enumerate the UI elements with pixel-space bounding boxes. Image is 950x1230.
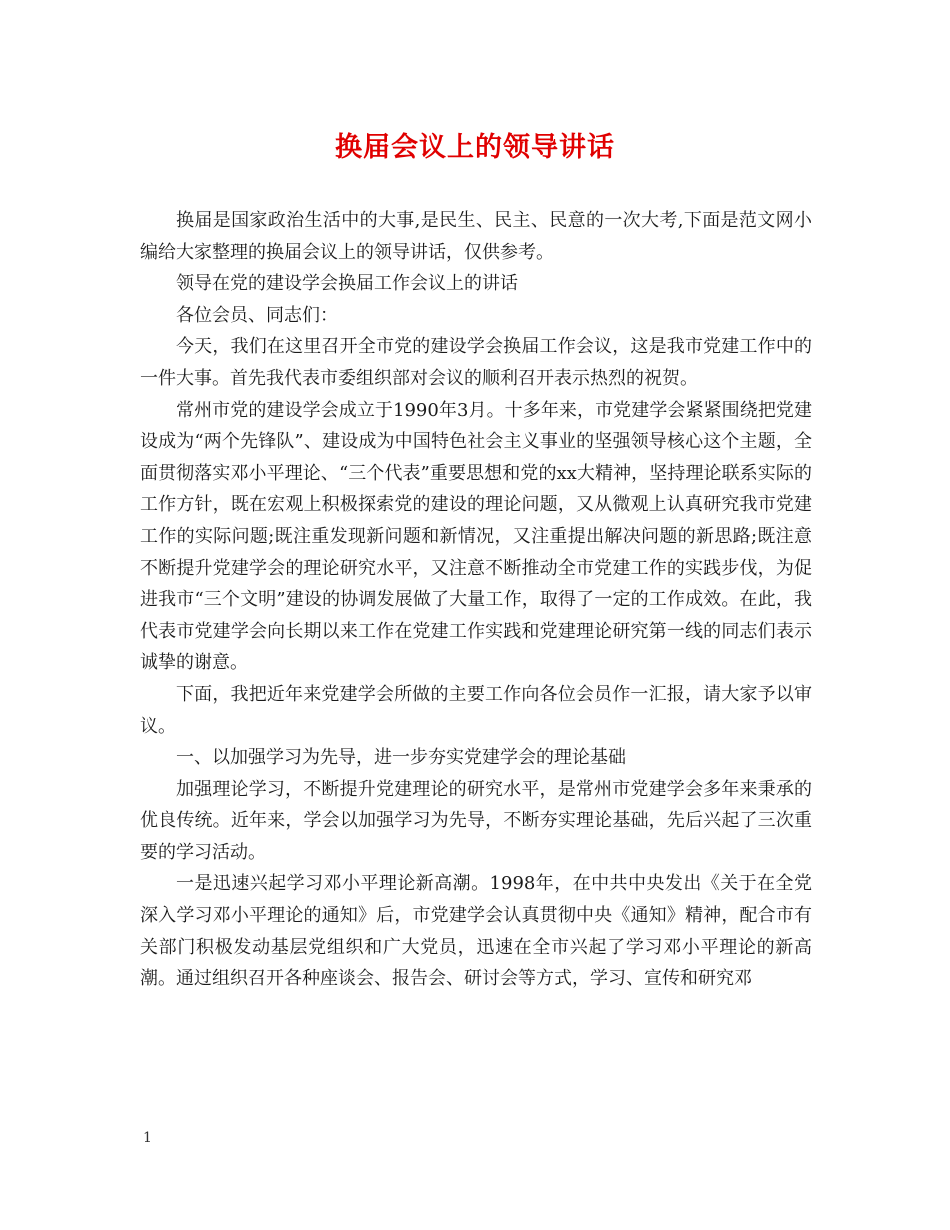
document-body — [140, 205, 812, 995]
document-title: 换届会议上的领导讲话 — [335, 132, 615, 163]
paragraph-history: 常州市党的建设学会成立于1990年3月。十多年来，市党建学会紧紧围绕把党建设成为“两个先锋队”、建设成为中国特色社会主义事业的坚强领导核心这个主题，全面贯彻落实邓小平理论、“三个代表”重要思想和党的xx大精神，坚持理论联系实际的工作方针，既在宏观上积极探索党的建设的理论问题，又从微观上认真研究我市党建工作的实际问题;既注重发现新问题和新情况，又注重提出解决问题的新思路;既注意不断提升党建学会的理论研究水平，又注意不断推动全市党建工作的实践步伐，为促进我市“三个文明”建设的协调发展做了大量工作，取得了一定的工作成效。在此，我代表市党建学会向长期以来工作在党建工作实践和党建理论研究第一线的同志们表示诚挚的谢意。 — [140, 399, 812, 674]
paragraph-speech-heading: 领导在党的建设学会换届工作会议上的讲话 — [176, 273, 518, 295]
paragraph-opening: 今天，我们在这里召开全市党的建设学会换届工作会议，这是我市党建工作中的一件大事。首先我代表市委组织部对会议的顺利召开表示热烈的祝贺。 — [140, 336, 812, 389]
section-heading-1: 一、以加强学习为先导，进一步夯实党建学会的理论基础 — [176, 747, 626, 769]
paragraph-report-intro: 下面，我把近年来党建学会所做的主要工作向各位会员作一汇报，请大家予以审议。 — [140, 683, 812, 737]
paragraph-salutation: 各位会员、同志们： — [176, 304, 338, 326]
paragraph-intro: 换届是国家政治生活中的大事,是民生、民主、民意的一次大考,下面是范文网小编给大家整理的换届会议上的领导讲话，仅供参考。 — [140, 210, 812, 263]
page-number: 1 — [143, 1130, 152, 1146]
paragraph-study-first: 一是迅速兴起学习邓小平理论新高潮。1998年，在中共中央发出《关于在全党深入学习邓小平理论的通知》后，市党建学会认真贯彻中央《通知》精神，配合市有关部门积极发动基层党组织和广大党员，迅速在全市兴起了学习邓小平理论的新高潮。通过组织召开各种座谈会、报告会、研讨会等方式，学习、宣传和研究邓 — [140, 873, 812, 990]
paragraph-study-tradition: 加强理论学习，不断提升党建理论的研究水平，是常州市党建学会多年来秉承的优良传统。近年来，学会以加强学习为先导，不断夯实理论基础，先后兴起了三次重要的学习活动。 — [140, 778, 812, 863]
